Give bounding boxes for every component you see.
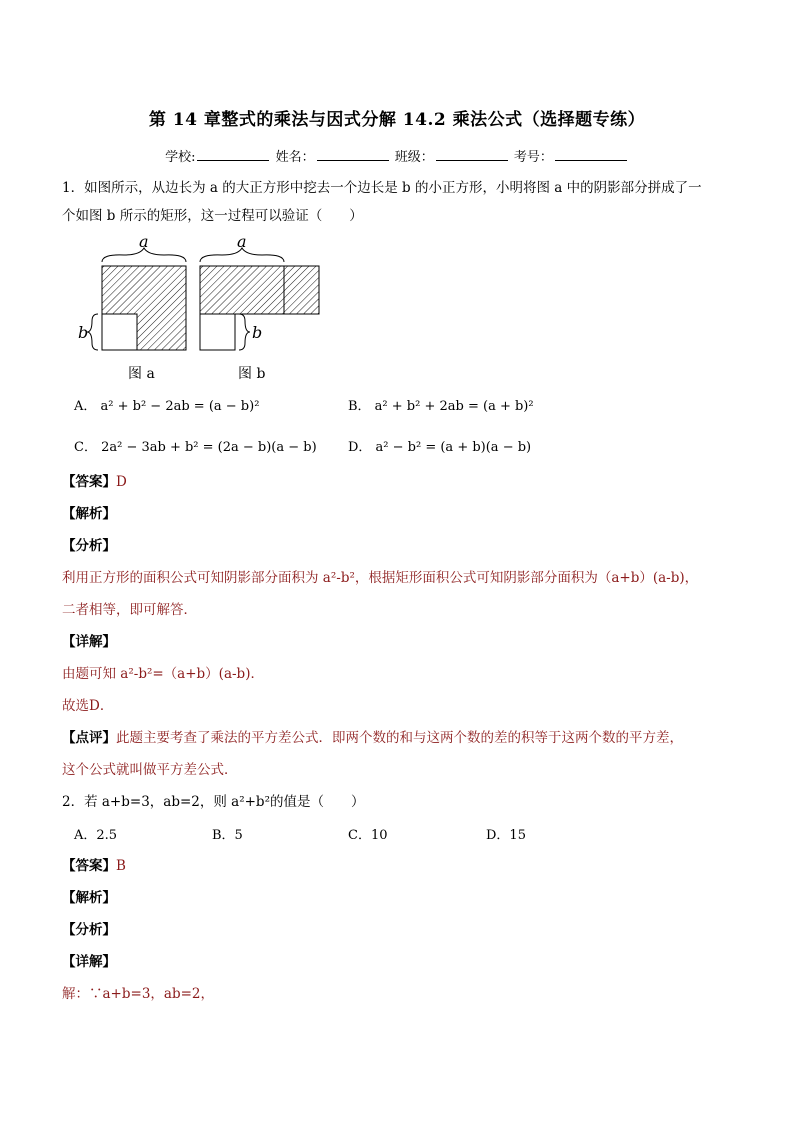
q1-option-a[interactable]: A． a² + b² − 2ab = (a − b)² [74,399,260,414]
class-blank[interactable] [436,148,508,161]
q1-comment-line1: 此题主要考查了乘法的平方差公式．即两个数的和与这两个数的差的积等于这两个数的平方差， [116,730,683,746]
q1-figure [78,228,338,388]
school-blank[interactable] [197,148,269,161]
q2-option-a[interactable]: A．2.5 [74,828,118,843]
q2-detail-tag: 【详解】 [62,954,116,970]
page-title: 第 14 章整式的乘法与因式分解 14.2 乘法公式（选择题专练） [148,110,646,130]
fig-b-label-a: a [237,232,247,251]
fig-b-top-rect [200,266,284,314]
q2-option-d[interactable]: D．15 [486,828,526,843]
name-label: 姓名： [275,150,315,165]
q1-detail-line1: 由题可知 a²-b²=（a+b）(a-b)． [62,666,264,682]
q1-option-c[interactable]: C． 2a² − 3ab + b² = (2a − b)(a − b) [74,440,317,455]
q1-fenxi-tag: 【分析】 [62,538,116,554]
q1-comment-line2: 这个公式就叫做平方差公式． [62,762,238,778]
fig-b-side-brace [239,314,250,350]
q1-option-b[interactable]: B． a² + b² + 2ab = (a + b)² [348,399,534,414]
q1-stem-line2: 个如图 b 所示的矩形，这一过程可以验证（ ） [62,208,363,224]
q1-stem-line1: 1．如图所示，从边长为 a 的大正方形中挖去一个边长是 b 的小正方形，小明将图 a 中的阴影部分拼成了一 [62,180,702,196]
fig-b-label-b: b [252,323,263,342]
fig-a-caption: 图 a [128,366,155,382]
q1-analysis-tag: 【解析】 [62,506,116,522]
fig-a-small-square [102,314,137,350]
q2-option-c[interactable]: C．10 [348,828,388,843]
q1-fenxi-line1: 利用正方形的面积公式可知阴影部分面积为 a²-b²，根据矩形面积公式可知阴影部分面积为（a+b）(a-b)， [62,570,699,586]
q2-analysis-tag: 【解析】 [62,890,116,906]
q1-comment-row [62,728,683,748]
q2-answer-row [62,856,126,876]
school-label: 学校: [165,150,196,165]
q2-detail-line1: 解：∵a+b=3，ab=2， [62,986,214,1002]
q2-fenxi-tag: 【分析】 [62,922,116,938]
q1-detail-tag: 【详解】 [62,634,116,650]
fig-a-side-brace [87,314,98,350]
q1-comment-tag: 【点评】 [62,730,116,746]
fig-a-label-b: b [78,323,89,342]
q2-answer-value: B [116,858,126,874]
q1-detail-line2: 故选D． [62,698,114,714]
q1-figure-svg [78,228,338,388]
exam-no-blank[interactable] [555,148,627,161]
fig-b-caption: 图 b [238,366,266,382]
q2-option-b[interactable]: B．5 [212,828,243,843]
q1-answer-row [62,472,127,492]
q1-answer-value: D [116,474,127,490]
q1-option-d[interactable]: D． a² − b² = (a + b)(a − b) [348,440,532,455]
fig-a-label-a: a [139,232,149,251]
fig-b-side-rect [284,266,319,314]
fig-b-small-square [200,314,235,350]
student-info-line [0,146,794,165]
name-blank[interactable] [317,148,389,161]
q2-stem: 2．若 a+b=3，ab=2，则 a²+b²的值是（ ） [62,794,365,810]
q1-answer-tag: 【答案】 [62,474,116,490]
q1-fenxi-line2: 二者相等，即可解答． [62,602,197,618]
q2-answer-tag: 【答案】 [62,858,116,874]
exam-no-label: 考号： [513,150,553,165]
class-label: 班级： [394,150,434,165]
